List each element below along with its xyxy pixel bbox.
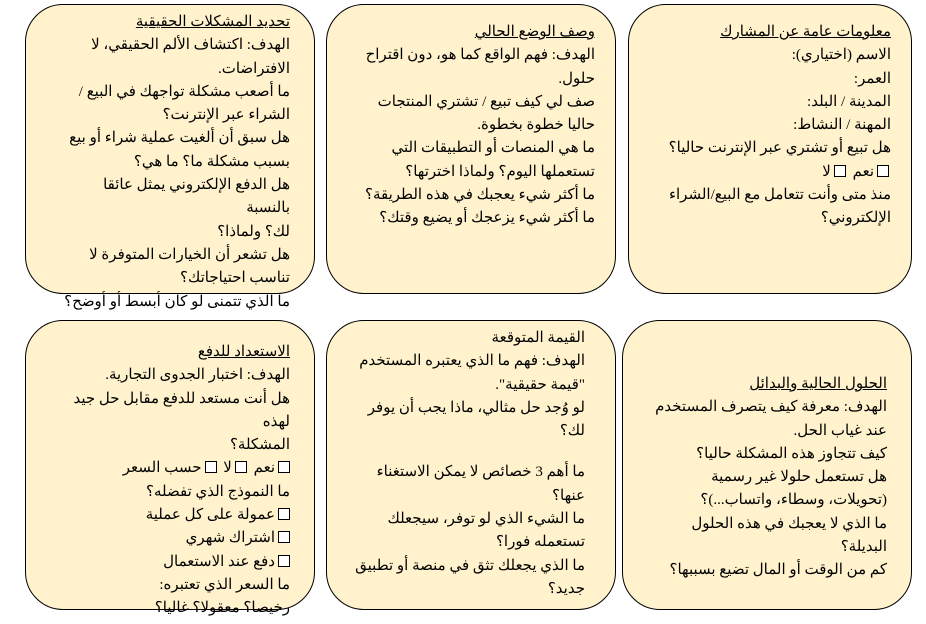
goal-line: الهدف: اكتشاف الألم الحقيقي، لا xyxy=(91,37,290,54)
question-line: هل تستعمل حلولا غير رسمية xyxy=(711,469,887,486)
checkbox-commission[interactable] xyxy=(278,508,290,520)
option-subscription: اشتراك شهري xyxy=(54,527,290,550)
yes-no-options: نعم لا xyxy=(647,161,891,184)
question-price-cont: رخيصا؟ معقولا؟ غاليا؟ xyxy=(154,600,290,617)
question-line: عنها؟ xyxy=(552,487,585,504)
checkbox-subscription[interactable] xyxy=(278,531,290,543)
goal-line: الهدف: معرفة كيف يتصرف المستخدم xyxy=(655,399,887,416)
question-line: ما الذي لا يعجبك في هذه الحلول البديلة؟ xyxy=(691,515,887,556)
checkbox-depends[interactable] xyxy=(205,461,217,473)
question-line: كم من الوقت أو المال تضيع بسببها؟ xyxy=(669,562,887,579)
question-line: ما أصعب مشكلة تواجهك في البيع / xyxy=(78,83,290,100)
field-profession: المهنة / النشاط: xyxy=(793,117,891,134)
question-line: المشكلة؟ xyxy=(229,437,290,454)
card-current-solutions xyxy=(622,320,912,610)
question-line: هل تشعر أن الخيارات المتوفرة لا xyxy=(89,246,290,263)
question-line: هل الدفع الإلكتروني يمثل عائقا بالنسبة xyxy=(103,177,290,217)
checkbox-yes[interactable] xyxy=(278,461,290,473)
field-city: المدينة / البلد: xyxy=(807,93,891,110)
question-line: لك؟ xyxy=(559,423,585,440)
question-model: ما النموذج الذي تفضله؟ xyxy=(146,483,290,500)
card-general-info xyxy=(628,4,912,294)
goal-line: الهدف: فهم ما الذي يعتبره المستخدم xyxy=(359,353,585,370)
field-name: الاسم (اختياري): xyxy=(791,47,891,64)
question-line: ما أهم 3 خصائص لا يمكن الاستغناء xyxy=(376,464,585,481)
goal-line-cont: عند غياب الحل. xyxy=(793,422,887,439)
question-line: ما الذي يجعلك تثق في منصة أو تطبيق xyxy=(355,557,585,574)
card-title: القيمة المتوقعة xyxy=(491,330,585,346)
checkbox-no[interactable] xyxy=(235,461,247,473)
goal-line-cont: الافتراضات. xyxy=(217,60,290,77)
option-pay-per-use: دفع عند الاستعمال xyxy=(54,551,290,574)
field-age: العمر: xyxy=(853,70,891,87)
goal-line-cont: حلول. xyxy=(558,70,595,87)
question-line: تستعملها اليوم؟ ولماذا اخترتها؟ xyxy=(405,163,595,180)
checkbox-yes[interactable] xyxy=(877,165,889,177)
goal-line-cont: "قيمة حقيقية". xyxy=(495,376,585,393)
question-line: بسبب مشكلة ما؟ ما هي؟ xyxy=(133,153,290,170)
card-real-problems xyxy=(25,4,315,310)
card-title: الحلول الحالية والبدائل xyxy=(749,376,887,392)
question-line: كيف تتجاوز هذه المشكلة حاليا؟ xyxy=(696,445,887,462)
question-line: حاليا خطوة بخطوة. xyxy=(477,117,595,134)
card-expected-value xyxy=(326,320,616,610)
question-line: تناسب احتياجاتك؟ xyxy=(179,270,290,287)
question-line: صف لي كيف تبيع / تشتري المنتجات xyxy=(377,93,595,110)
question-line: ما الشيء الذي لو توفر، سيجعلك xyxy=(387,511,585,528)
question-line: الشراء عبر الإنترنت؟ xyxy=(162,107,290,124)
question-line: هل سبق أن ألغيت عملية شراء أو بيع xyxy=(69,130,290,147)
goal-line: الهدف: فهم الواقع كما هو، دون اقتراح xyxy=(365,47,595,64)
card-title: معلومات عامة عن المشارك xyxy=(720,24,891,40)
question-line: تستعمله فورا؟ xyxy=(495,534,585,551)
blank-line xyxy=(349,443,585,461)
question-line: ما هي المنصات أو التطبيقات التي xyxy=(391,140,595,157)
question-line: لك؟ ولماذا؟ xyxy=(217,223,290,240)
question-line: هل أنت مستعد للدفع مقابل حل جيد لهذه xyxy=(73,390,290,430)
question-since: منذ متى وأنت تتعامل مع البيع/الشراء xyxy=(668,187,891,204)
question-line: ما الذي تتمنى لو كان أبسط أو أوضح؟ xyxy=(64,293,290,310)
checkbox-pay-per-use[interactable] xyxy=(278,555,290,567)
yes-no-depends-options: نعم لا حسب السعر xyxy=(54,457,290,480)
card-title: وصف الوضع الحالي xyxy=(474,24,595,40)
question-online: هل تبيع أو تشتري عبر الإنترنت حاليا؟ xyxy=(668,140,891,157)
question-line: ما أكثر شيء يعجبك في هذه الطريقة؟ xyxy=(364,187,595,204)
card-willingness-to-pay xyxy=(25,320,315,617)
question-line: جديد؟ xyxy=(547,580,585,597)
question-line: لو وُجد حل مثالي، ماذا يجب أن يوفر xyxy=(367,399,585,416)
question-line: ما أكثر شيء يزعجك أو يضيع وقتك؟ xyxy=(379,210,595,227)
option-commission: عمولة على كل عملية xyxy=(54,504,290,527)
card-title: تحديد المشكلات الحقيقية xyxy=(135,14,290,30)
question-since-cont: الإلكتروني؟ xyxy=(820,210,891,227)
checkbox-no[interactable] xyxy=(834,165,846,177)
card-current-situation xyxy=(326,4,616,294)
card-title: الاستعداد للدفع xyxy=(197,344,290,360)
question-price: ما السعر الذي تعتبره: xyxy=(159,576,290,593)
question-line: (تحويلات، وسطاء، واتساب...)؟ xyxy=(700,492,887,509)
goal-line: الهدف: اختبار الجدوى التجارية. xyxy=(105,367,290,384)
